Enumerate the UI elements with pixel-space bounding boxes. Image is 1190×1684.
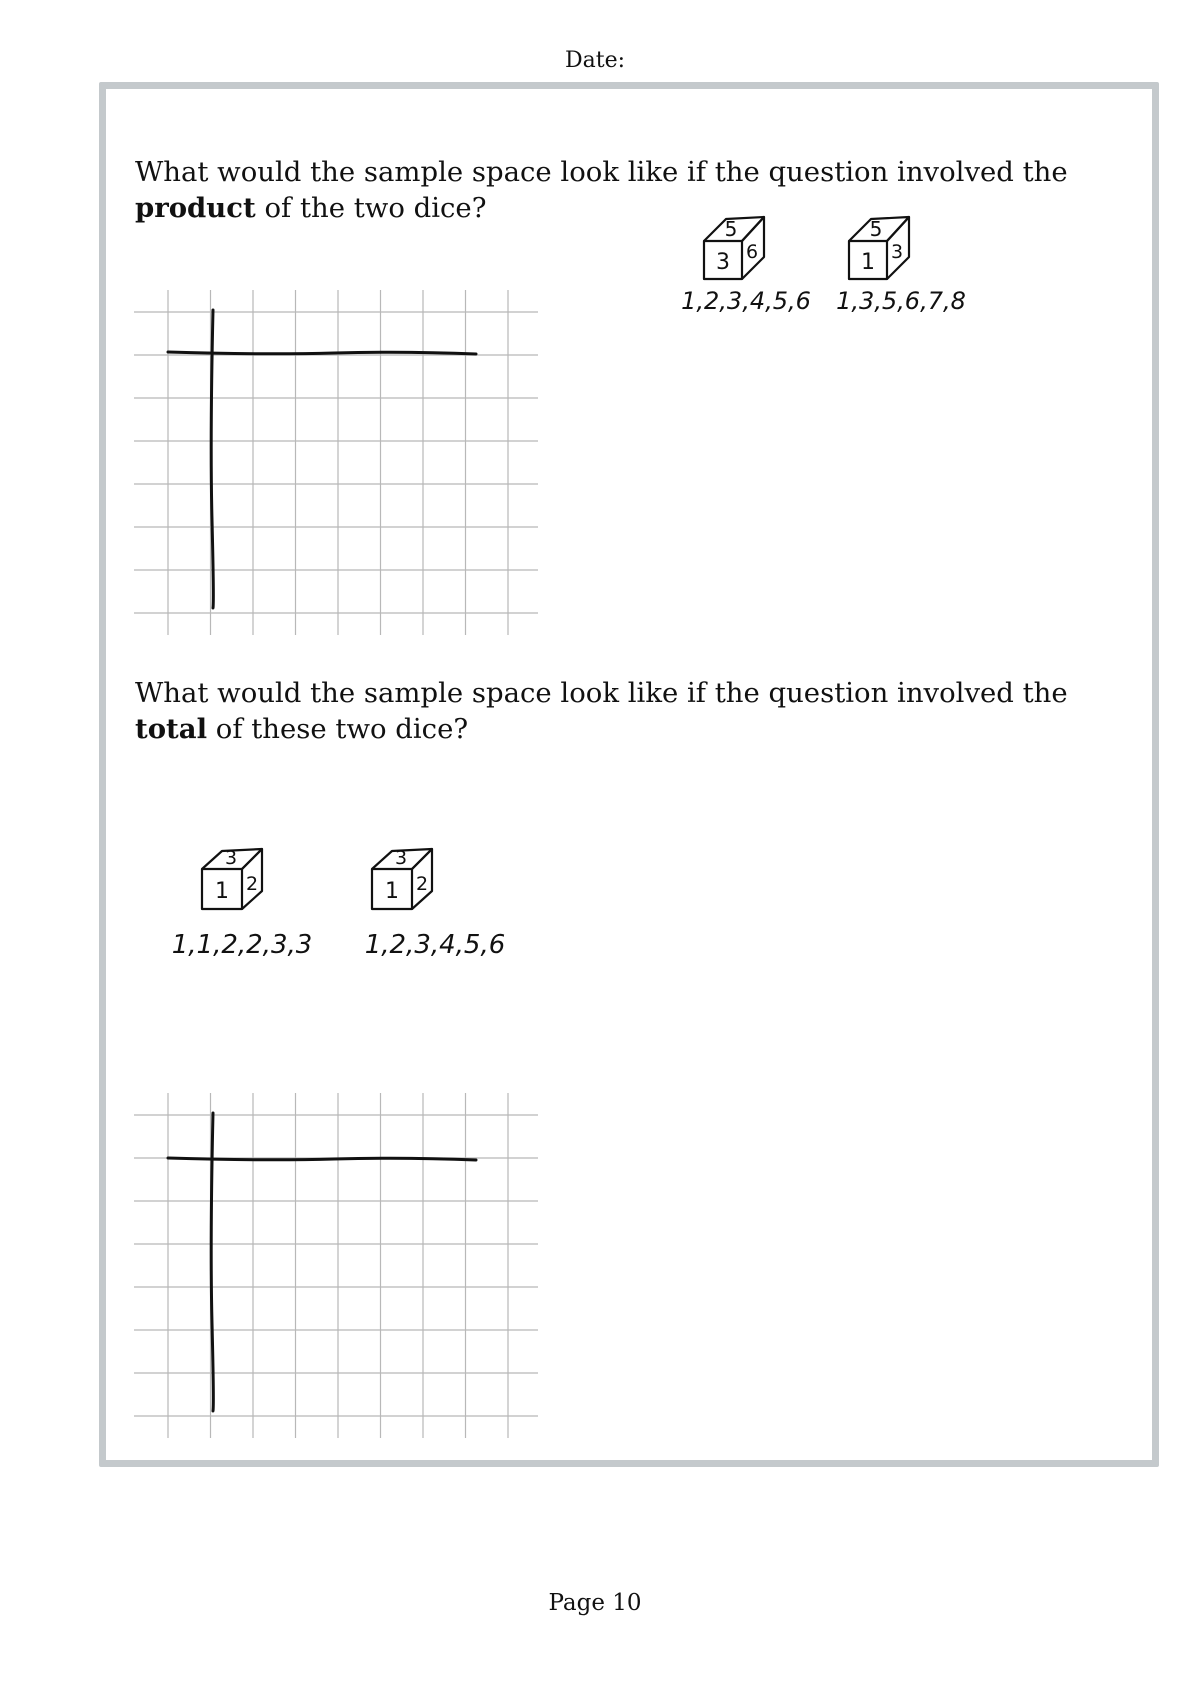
dice-a-q1-front: 3 xyxy=(716,250,730,275)
horizontal-axis xyxy=(168,352,476,354)
dice-b-q1-top: 5 xyxy=(869,217,883,241)
dice-b-q2-top: 3 xyxy=(394,847,408,869)
dice-a-q2-top: 3 xyxy=(224,847,238,869)
question-2 xyxy=(135,675,1068,747)
vertical-axis xyxy=(211,1113,213,1411)
question-2-rest: of these two dice? xyxy=(207,713,469,745)
dice-a-q2 xyxy=(171,835,330,965)
dice-b-q1 xyxy=(835,203,965,313)
dice-b-q1-front: 1 xyxy=(861,250,875,275)
dice-a-q1-top: 5 xyxy=(724,217,738,241)
question-1-keyword: product xyxy=(135,192,256,224)
dice-a-q2-faces: 1,1,2,2,3,3 xyxy=(171,930,313,960)
dice-a-q2-front: 1 xyxy=(215,879,229,904)
dice-b-q2-side: 2 xyxy=(415,873,429,895)
dice-a-q2-side: 2 xyxy=(245,873,259,895)
dice-a-q1-side: 6 xyxy=(745,241,759,263)
dice-a-q1 xyxy=(681,203,811,315)
dice-a-q1-faces: 1,2,3,4,5,6 xyxy=(681,287,811,315)
question-1-line1: What would the sample space look like if the question involved the xyxy=(135,156,1068,188)
vertical-axis xyxy=(211,310,213,608)
sample-space-grid-1 xyxy=(134,290,544,640)
dice-b-q2 xyxy=(360,835,540,965)
question-1-rest: of the two dice? xyxy=(255,192,487,224)
sample-space-grid-2 xyxy=(134,1093,544,1443)
date-label: Date: xyxy=(564,48,626,73)
dice-b-q2-front: 1 xyxy=(385,879,399,904)
question-2-keyword: total xyxy=(135,713,208,745)
question-2-line1: What would the sample space look like if the question involved the xyxy=(135,677,1068,709)
page-number: Page 10 xyxy=(548,1590,642,1616)
dice-b-q1-side: 3 xyxy=(890,241,904,263)
dice-b-q1-faces: 1,3,5,6,7,8 xyxy=(836,287,966,315)
horizontal-axis xyxy=(168,1158,476,1160)
question-2-line2 xyxy=(135,711,1068,747)
dice-b-q2-faces: 1,2,3,4,5,6 xyxy=(364,930,506,960)
